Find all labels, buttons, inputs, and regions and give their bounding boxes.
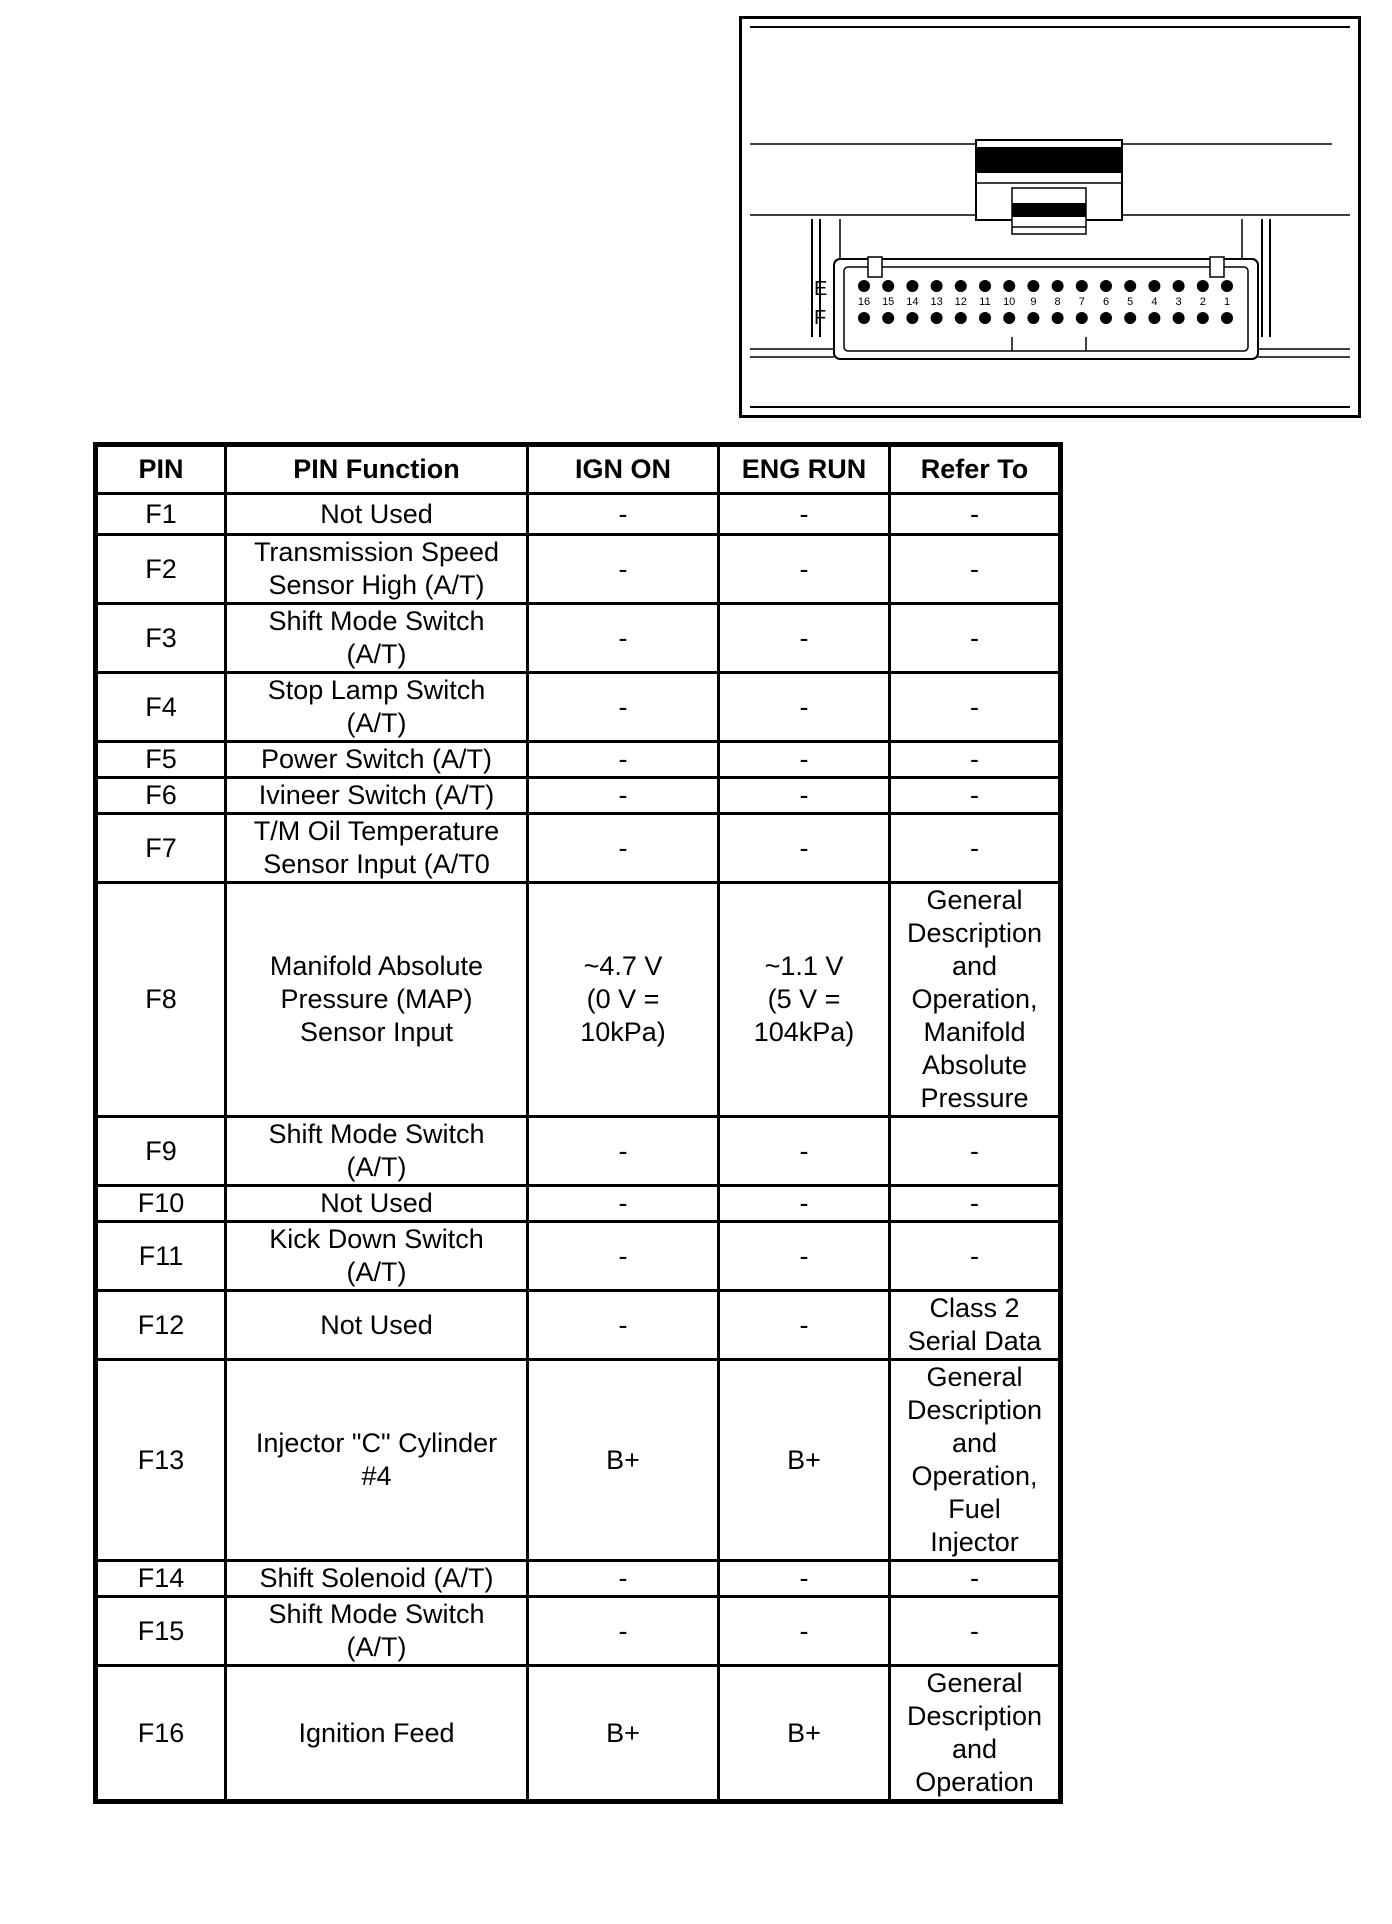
- ign-on-cell: -: [528, 778, 719, 814]
- pin-cell: F14: [96, 1561, 226, 1597]
- refer-to-cell: -: [890, 1597, 1061, 1666]
- ign-on-cell: -: [528, 1117, 719, 1186]
- refer-to-cell: -: [890, 1222, 1061, 1291]
- pin-cell: F5: [96, 742, 226, 778]
- eng-run-cell: -: [719, 814, 890, 883]
- ign-on-cell: -: [528, 535, 719, 604]
- table-row: [96, 883, 1061, 1117]
- pin-dot-row-e: [1173, 280, 1185, 292]
- pin-dot-row-e: [1027, 280, 1039, 292]
- pin-dot-row-e: [931, 280, 943, 292]
- header-eng-run: ENG RUN: [719, 445, 890, 494]
- ign-on-cell: -: [528, 814, 719, 883]
- table-row: [96, 1360, 1061, 1561]
- header-refer-to: Refer To: [890, 445, 1061, 494]
- pin-dot-row-f: [906, 312, 918, 324]
- pin-dot-row-f: [1003, 312, 1015, 324]
- refer-to-cell: -: [890, 1186, 1061, 1222]
- pin-function-cell: Manifold Absolute Pressure (MAP) Sensor Input: [226, 883, 528, 1117]
- pin-function-cell: Shift Mode Switch (A/T): [226, 604, 528, 673]
- pin-number-label: 15: [882, 296, 895, 308]
- refer-to-cell: -: [890, 778, 1061, 814]
- pin-function-cell: Injector "C" Cylinder #4: [226, 1360, 528, 1561]
- pin-dot-row-f: [1052, 312, 1064, 324]
- pin-function-cell: Power Switch (A/T): [226, 742, 528, 778]
- pin-function-cell: Stop Lamp Switch (A/T): [226, 673, 528, 742]
- pin-dot-row-e: [1003, 280, 1015, 292]
- connector-diagram: [739, 16, 1361, 418]
- pin-dot-row-f: [1148, 312, 1160, 324]
- table-row: [96, 1117, 1061, 1186]
- table-row: [96, 1666, 1061, 1802]
- pin-number-label: 1: [1223, 296, 1231, 308]
- pin-dot-row-e: [979, 280, 991, 292]
- pin-number-label: 4: [1151, 296, 1158, 308]
- refer-to-cell: -: [890, 604, 1061, 673]
- pin-function-cell: T/M Oil Temperature Sensor Input (A/T0: [226, 814, 528, 883]
- pin-number-label: 10: [1003, 296, 1016, 308]
- pin-number-label: 2: [1199, 296, 1206, 308]
- pin-dot-row-f: [1173, 312, 1185, 324]
- refer-to-cell: -: [890, 1117, 1061, 1186]
- row-letter-f: F: [814, 307, 827, 329]
- refer-to-cell: General Description and Operation: [890, 1666, 1061, 1802]
- pin-function-cell: Ivineer Switch (A/T): [226, 778, 528, 814]
- pin-cell: F15: [96, 1597, 226, 1666]
- pin-dot-row-e: [858, 280, 870, 292]
- pin-function-cell: Ignition Feed: [226, 1666, 528, 1802]
- pin-dot-row-f: [858, 312, 870, 324]
- ign-on-cell: -: [528, 494, 719, 535]
- pin-dot-row-f: [882, 312, 894, 324]
- header-ign-on: IGN ON: [528, 445, 719, 494]
- row-letter-e: E: [814, 278, 828, 300]
- pin-function-cell: Transmission Speed Sensor High (A/T): [226, 535, 528, 604]
- table-row: [96, 742, 1061, 778]
- refer-to-cell: -: [890, 494, 1061, 535]
- refer-to-cell: -: [890, 535, 1061, 604]
- table-row: [96, 535, 1061, 604]
- eng-run-cell: -: [719, 1291, 890, 1360]
- pin-table: [93, 442, 1063, 1804]
- pin-dot-row-e: [1197, 280, 1209, 292]
- ign-on-cell: -: [528, 742, 719, 778]
- pin-cell: F1: [96, 494, 226, 535]
- pin-cell: F4: [96, 673, 226, 742]
- pin-number-label: 16: [857, 296, 871, 308]
- pin-rows: [96, 494, 1061, 1802]
- pin-dot-row-e: [1100, 280, 1112, 292]
- pin-number-label: 7: [1078, 296, 1085, 308]
- pin-cell: F3: [96, 604, 226, 673]
- pin-dot-row-f: [1027, 312, 1039, 324]
- table-row: [96, 1291, 1061, 1360]
- ign-on-cell: B+: [528, 1360, 719, 1561]
- pin-number-label: 6: [1102, 296, 1110, 308]
- pin-number-label: 3: [1175, 296, 1182, 308]
- ign-on-cell: -: [528, 604, 719, 673]
- eng-run-cell: -: [719, 535, 890, 604]
- refer-to-cell: General Description and Operation, Fuel Injector: [890, 1360, 1061, 1561]
- pin-dot-row-e: [906, 280, 918, 292]
- pin-dot-row-f: [979, 312, 991, 324]
- pin-cell: F10: [96, 1186, 226, 1222]
- pin-dot-row-e: [1076, 280, 1088, 292]
- eng-run-cell: ~1.1 V (5 V = 104kPa): [719, 883, 890, 1117]
- pin-number-label: 12: [954, 296, 967, 308]
- pin-number-label: 5: [1127, 296, 1134, 308]
- pin-dot-row-f: [1197, 312, 1209, 324]
- pin-number-label: 13: [930, 296, 943, 308]
- ign-on-cell: -: [528, 673, 719, 742]
- pin-cell: F13: [96, 1360, 226, 1561]
- refer-to-cell: -: [890, 742, 1061, 778]
- pin-dot-row-e: [882, 280, 894, 292]
- pin-dot-row-f: [1100, 312, 1112, 324]
- table-row: [96, 814, 1061, 883]
- refer-to-cell: -: [890, 1561, 1061, 1597]
- table-row: [96, 673, 1061, 742]
- refer-to-cell: General Description and Operation, Manifold Absolute Pressure: [890, 883, 1061, 1117]
- pin-dot-row-e: [1221, 280, 1233, 292]
- eng-run-cell: -: [719, 1117, 890, 1186]
- pin-function-cell: Not Used: [226, 1186, 528, 1222]
- ign-on-cell: -: [528, 1186, 719, 1222]
- refer-to-cell: -: [890, 814, 1061, 883]
- header-pin: PIN: [96, 445, 226, 494]
- pin-dot-row-f: [955, 312, 967, 324]
- pin-number-label: 8: [1054, 296, 1061, 308]
- pin-cell: F7: [96, 814, 226, 883]
- pin-number-label: 11: [979, 296, 991, 308]
- eng-run-cell: -: [719, 1597, 890, 1666]
- eng-run-cell: B+: [719, 1666, 890, 1802]
- pin-dot-row-e: [1052, 280, 1064, 292]
- eng-run-cell: -: [719, 494, 890, 535]
- pin-number-label: 9: [1030, 296, 1037, 308]
- pin-cell: F8: [96, 883, 226, 1117]
- eng-run-cell: -: [719, 673, 890, 742]
- table-row: [96, 1186, 1061, 1222]
- table-row: [96, 494, 1061, 535]
- header-pin-function: PIN Function: [226, 445, 528, 494]
- pin-dot-row-e: [955, 280, 967, 292]
- pin-function-cell: Shift Mode Switch (A/T): [226, 1597, 528, 1666]
- eng-run-cell: -: [719, 778, 890, 814]
- refer-to-cell: Class 2 Serial Data: [890, 1291, 1061, 1360]
- ign-on-cell: -: [528, 1222, 719, 1291]
- pin-function-cell: Not Used: [226, 494, 528, 535]
- eng-run-cell: -: [719, 1186, 890, 1222]
- pin-dot-row-f: [1124, 312, 1136, 324]
- pin-dot-row-e: [1124, 280, 1136, 292]
- ign-on-cell: -: [528, 1291, 719, 1360]
- ign-on-cell: -: [528, 1561, 719, 1597]
- pin-cell: F6: [96, 778, 226, 814]
- ign-on-cell: -: [528, 1597, 719, 1666]
- eng-run-cell: -: [719, 742, 890, 778]
- pin-function-cell: Not Used: [226, 1291, 528, 1360]
- connector-drawing: [742, 19, 1358, 415]
- table-row: [96, 1222, 1061, 1291]
- ign-on-cell: ~4.7 V (0 V = 10kPa): [528, 883, 719, 1117]
- pin-function-cell: Shift Solenoid (A/T): [226, 1561, 528, 1597]
- pin-function-cell: Kick Down Switch (A/T): [226, 1222, 528, 1291]
- eng-run-cell: -: [719, 604, 890, 673]
- pin-cell: F16: [96, 1666, 226, 1802]
- refer-to-cell: -: [890, 673, 1061, 742]
- table-header-row: [96, 445, 1061, 494]
- pin-cell: F12: [96, 1291, 226, 1360]
- pin-dot-row-f: [1221, 312, 1233, 324]
- pin-dot-row-f: [931, 312, 943, 324]
- pin-cell: F2: [96, 535, 226, 604]
- pin-cell: F11: [96, 1222, 226, 1291]
- eng-run-cell: -: [719, 1561, 890, 1597]
- eng-run-cell: B+: [719, 1360, 890, 1561]
- table-row: [96, 1597, 1061, 1666]
- eng-run-cell: -: [719, 1222, 890, 1291]
- pin-cell: F9: [96, 1117, 226, 1186]
- pin-function-cell: Shift Mode Switch (A/T): [226, 1117, 528, 1186]
- pin-dot-row-e: [1148, 280, 1160, 292]
- ign-on-cell: B+: [528, 1666, 719, 1802]
- table-row: [96, 604, 1061, 673]
- pin-number-label: 14: [906, 296, 919, 308]
- table-row: [96, 778, 1061, 814]
- table-row: [96, 1561, 1061, 1597]
- pin-dot-row-f: [1076, 312, 1088, 324]
